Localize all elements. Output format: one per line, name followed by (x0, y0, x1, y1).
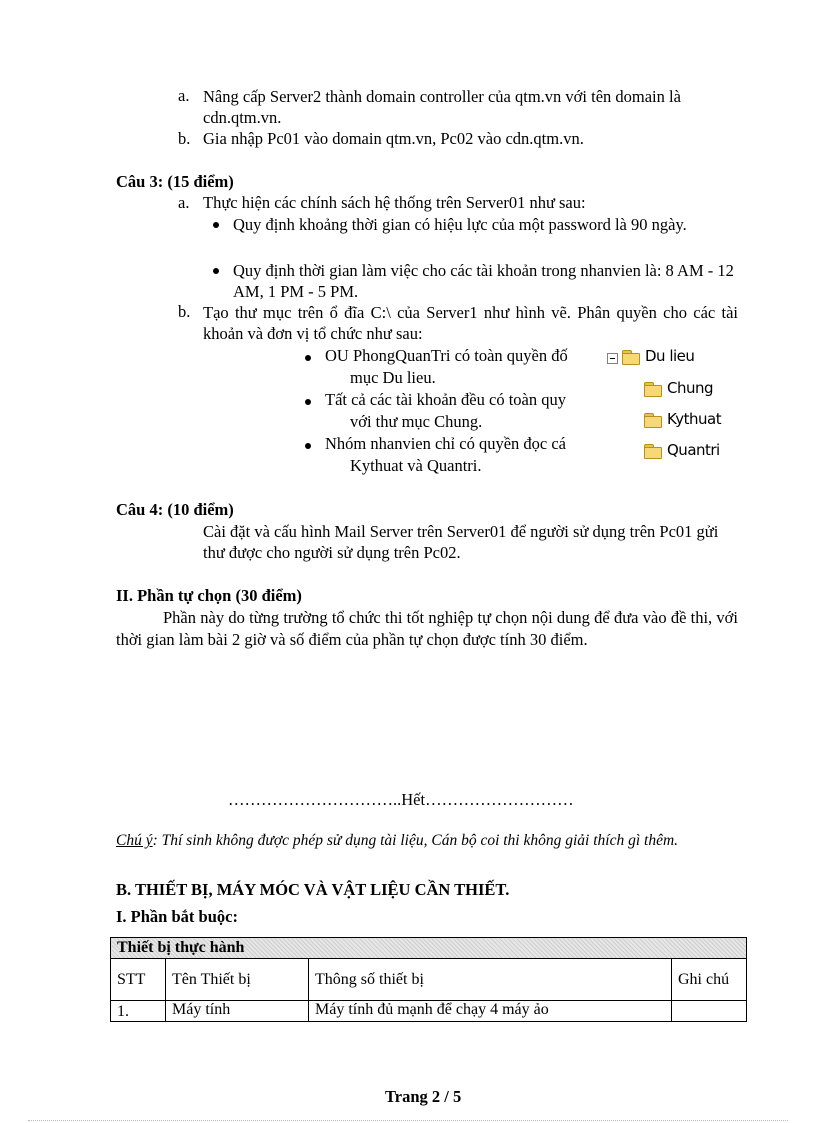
section-b-sub: I. Phần bắt buộc: (116, 907, 238, 926)
cau3-b-bullet-3-line1: Nhóm nhanvien chỉ có quyền đọc cá (325, 434, 567, 453)
item-a-marker: a. (178, 86, 190, 105)
cau4-text: Cài đặt và cấu hình Mail Server trên Server01 để người sử dụng trên Pc01 gửi thư được cho người sử dụng trên Pc02. (203, 522, 719, 562)
cau3-b-bullet-2-line2: với thư mục Chung. (350, 412, 483, 431)
folder-label-quantri: Quantri (667, 441, 720, 459)
folder-icon (644, 444, 662, 458)
folder-label-kythuat: Kythuat (667, 410, 722, 428)
item-b-marker: b. (178, 129, 191, 148)
section-b-heading: B. THIẾT BỊ, MÁY MÓC VÀ VẬT LIỆU CẦN THIẾT. (116, 880, 510, 899)
bullet-dot (305, 399, 311, 405)
cau4-heading: Câu 4: (10 điểm) (116, 500, 234, 519)
cell-note (672, 1001, 747, 1022)
cau3-b-bullet-1-line2: mục Du lieu. (350, 368, 436, 387)
table-row (111, 1001, 747, 1022)
cau3-b-text: Tạo thư mục trên ổ đĩa C:\ của Server1 như hình vẽ. Phân quyền cho các tài khoản và đơn vị tổ chức như sau: (203, 303, 738, 343)
item-a-text: Nâng cấp Server2 thành domain controller của qtm.vn với tên domain là cdn.qtm.vn. (203, 87, 681, 127)
collapse-icon (607, 353, 618, 364)
col-header-stt: STT (111, 959, 166, 1001)
cau3-a-marker: a. (178, 193, 190, 212)
col-header-spec: Thông số thiết bị (309, 959, 672, 1001)
bullet-dot (213, 222, 219, 228)
page-footer: Trang 2 / 5 (385, 1087, 462, 1106)
cau3-a-bullet-2: Quy định thời gian làm việc cho các tài khoản trong nhanvien là: 8 AM - 12 AM, 1 PM - 5 PM. (233, 261, 734, 301)
note-text: : Thí sinh không được phép sử dụng tài liệu, Cán bộ coi thi không giải thích gì thêm. (152, 832, 679, 849)
cau3-b-bullet-2-line1: Tất cả các tài khoản đều có toàn quy (325, 390, 566, 409)
cau3-b-bullet-3-line2: Kythuat và Quantri. (350, 456, 482, 475)
end-marker: …………………………..Hết……………………… (228, 790, 574, 809)
equipment-table (110, 937, 747, 1022)
item-b-text: Gia nhập Pc01 vào domain qtm.vn, Pc02 vào cdn.qtm.vn. (203, 129, 584, 148)
col-header-note: Ghi chú (672, 959, 747, 1001)
cell-spec: Máy tính đủ mạnh để chạy 4 máy ảo (309, 1001, 672, 1022)
cau3-b-marker: b. (178, 302, 191, 321)
folder-label-du-lieu: Du lieu (645, 347, 695, 365)
col-header-name: Tên Thiết bị (166, 959, 309, 1001)
cau3-b-bullet-1-line1: OU PhongQuanTri có toàn quyền đố (325, 346, 568, 365)
note-label: Chú ý (116, 832, 153, 849)
folder-label-chung: Chung (667, 379, 714, 397)
cau3-heading: Câu 3: (15 điểm) (116, 172, 234, 191)
footer-divider (28, 1120, 788, 1121)
note (116, 831, 741, 850)
folder-icon (622, 350, 640, 364)
part2-heading: II. Phần tự chọn (30 điểm) (116, 586, 302, 605)
bullet-dot (305, 443, 311, 449)
bullet-dot (305, 355, 311, 361)
folder-icon (644, 382, 662, 396)
table-title: Thiết bị thực hành (111, 938, 747, 959)
folder-icon (644, 413, 662, 427)
bullet-dot (213, 268, 219, 274)
cau3-a-text: Thực hiện các chính sách hệ thống trên Server01 như sau: (203, 193, 586, 212)
cell-stt: 1. (111, 1001, 166, 1022)
cell-name: Máy tính (166, 1001, 309, 1022)
part2-text: Phần này do từng trường tổ chức thi tốt nghiệp tự chọn nội dung để đưa vào đề thi, với thời gian làm bài 2 giờ và số điểm của phần tự chọn được tính 30 điểm. (116, 608, 738, 649)
cau3-a-bullet-1: Quy định khoảng thời gian có hiệu lực của một password là 90 ngày. (233, 215, 687, 234)
